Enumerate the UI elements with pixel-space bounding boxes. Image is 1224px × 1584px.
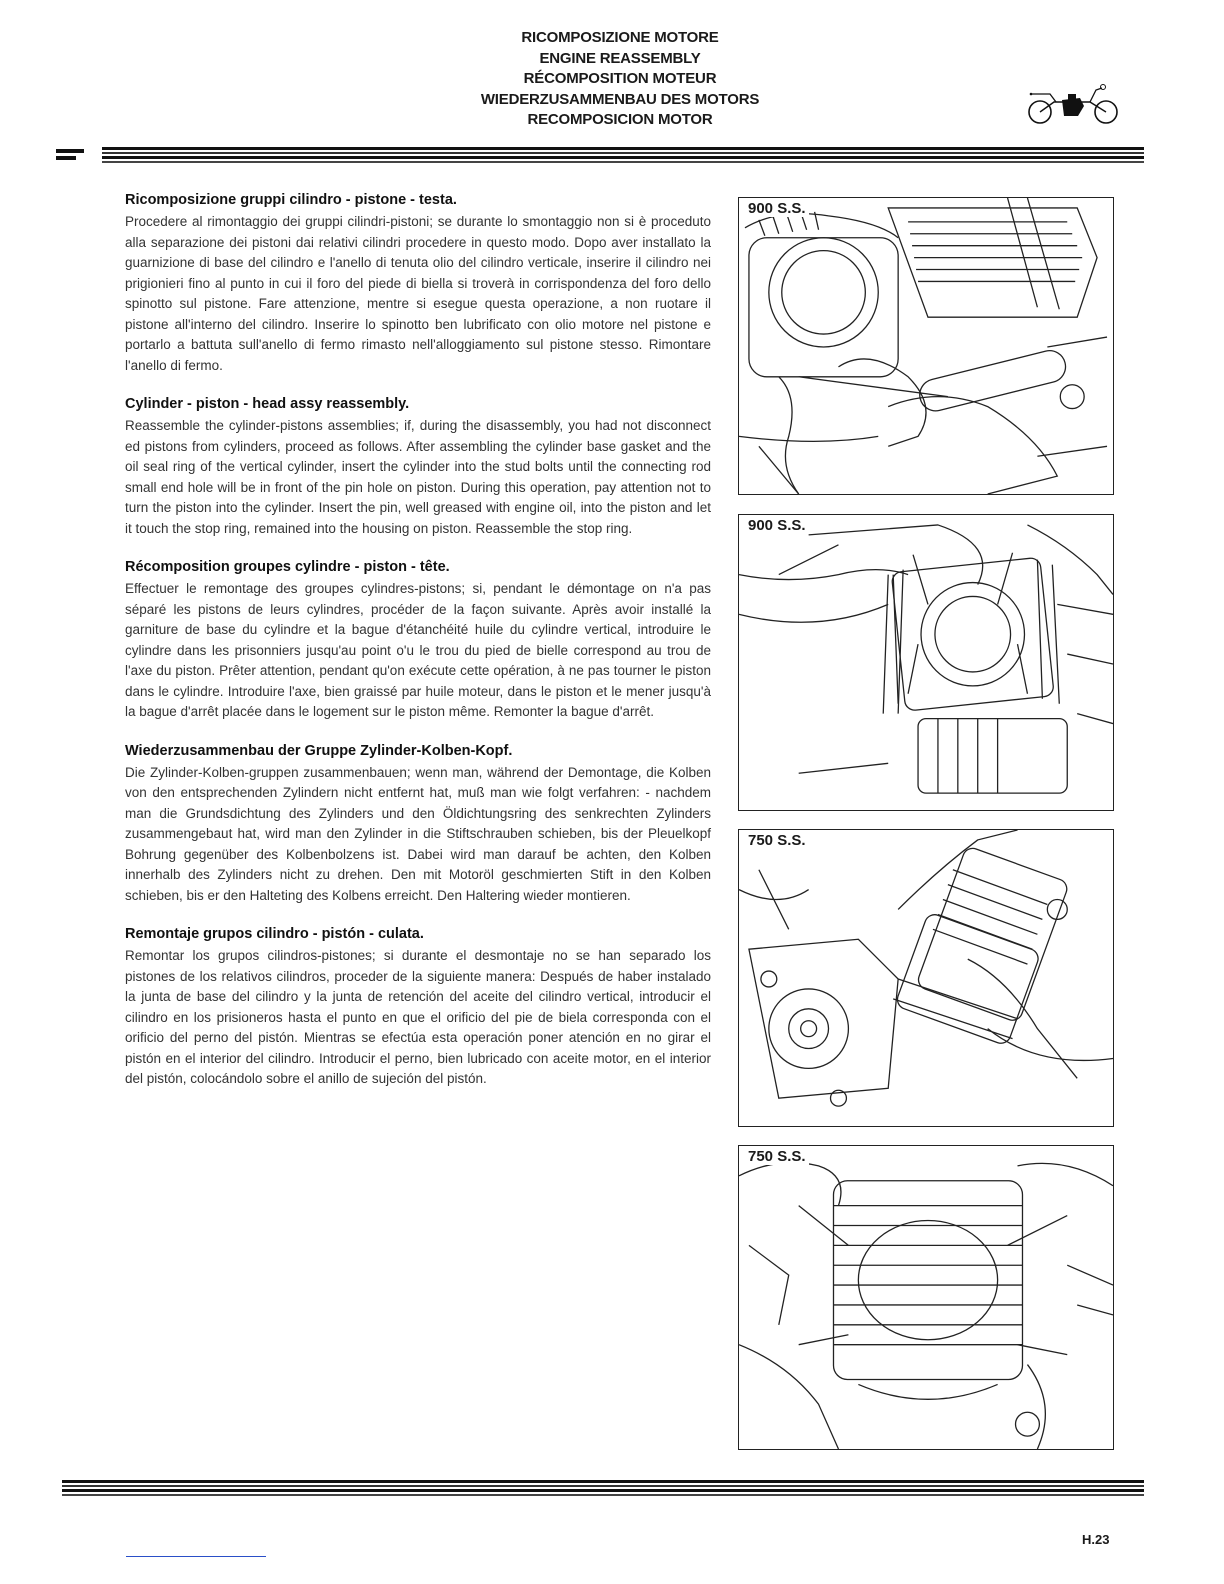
engine-illustration [739, 515, 1113, 810]
figure-label: 900 S.S. [745, 200, 809, 217]
title-french: RÉCOMPOSITION MOTEUR [523, 70, 717, 87]
figure-750ss-cylinder-install [738, 829, 1114, 1127]
instruction-text-column [125, 190, 711, 1108]
section-heading: Cylinder - piston - head assy reassembly. [125, 396, 410, 412]
section-body: Reassemble the cylinder-pistons assemblies; if, during the disassembly, you had not disconnect ed pistons from cylinders, proceed as follows. After assembling the cylinder base gasket and the oil seal ring of the vertical cylinder, insert the cylinder into the stud bolts until the connecting rod small end hole will be in front of the pin hole on piston. During this operation, pay attention not to turn the piston into the cylinder. Insert the pin, well greased with engine oil, into the piston and let it touch the stop ring, remained into the housing on piston. Reassemble the stop ring. [125, 418, 711, 536]
title-spanish: RECOMPOSICION MOTOR [527, 111, 713, 128]
page-number: H.23 [1082, 1532, 1110, 1547]
title-english: ENGINE REASSEMBLY [539, 49, 701, 67]
section-heading: Remontaje grupos cilindro - pistón - culata. [125, 926, 424, 942]
section-body: Die Zylinder-Kolben-gruppen zusammenbauen; wenn man, während der Demontage, die Kolben von den entsprechenden Zylindern nicht entfernt hat, muß man wie folgt verfahren: - nachdem man die Grundsdichtung des Zylinders und den Öldichtungsring des senkrechten Zylinders zusammengebaut hat, wird man den Zylinder in die Stiftschrauben schieben, bis der Pleuelkopf Bohrung gegenüber des Kolbenbolzens ist. Dabei wird man darauf be achten, den Kolben innerhalb des Zylinders nicht zu drehen. Den mit Motoröl geschmierten Stift in den Kolben schieben, bis er den Halteting des Kolbens erreicht. Den Haltering wieder montieren. [125, 764, 711, 903]
figure-label: 750 S.S. [745, 832, 809, 849]
engine-illustration [739, 830, 1113, 1126]
section-french [125, 557, 711, 723]
section-body: Effectuer le remontage des groupes cylindres-pistons; si, pendant le démontage on n'a pas séparé les pistons de leurs cylindres, procéder de la façon suivante. Après avoir installé la garniture de base du cylindre et la bague d'étanchéité huile du cylindre vertical, introduire le cylindre dans les prisonniers jusqu'au point o'u le trou du pied de bielle correspond au trou de l'axe du piston. Prêter attention, pendant qu'on exécute cette opération, à ne pas tourner le piston dans le cylindre. Introduire l'axe, bien graissé par huile moteur, dans le piston et le mener jusqu'à la bague d'arrêt placée dans le logement sur le piston même. Remonter la bague d'arrêt. [125, 581, 711, 719]
title-italian: RICOMPOSIZIONE MOTORE [521, 29, 719, 46]
section-german [125, 741, 711, 907]
section-heading: Ricomposizione gruppi cilindro - pistone - testa. [125, 192, 457, 208]
section-spanish [125, 924, 711, 1090]
figure-900ss-cylinder-head [738, 514, 1114, 811]
section-body: Remontar los grupos cilindros-pistones; si durante el desmontaje no se han separado los pistones de los relativos cilindros, proceder de la siguiente manera: Después de haber instalado la junta de base del cilindro y la junta de retención del aceite del cilindro vertical, introducir el cilindro en los prisioneros hasta el punto en que el orificio del pie de biela corresponda con el orificio del perno del pistón. Mientras se efectúa esta operación poner atención en no girar el pistón en el interior del cilindro. Introducir el perno, bien lubricado con aceite motor, en el interior del pistón, colocándolo sobre el anillo de sujeción del pistón. [125, 948, 711, 1086]
title-german: WIEDERZUSAMMENBAU DES MOTORS [480, 90, 760, 108]
section-heading: Récomposition groupes cylindre - piston - tête. [125, 559, 450, 575]
page-header-titles [380, 28, 860, 131]
figure-label: 900 S.S. [745, 517, 809, 534]
section-italian [125, 190, 711, 376]
engine-illustration [739, 198, 1113, 494]
motorcycle-engine-icon [1022, 80, 1122, 130]
section-heading: Wiederzusammenbau der Gruppe Zylinder-Kolben-Kopf. [125, 742, 513, 759]
section-body: Procedere al rimontaggio dei gruppi cilindri-pistoni; se durante lo smontaggio non si è proceduto alla separazione dei pistoni dai relativi cilindri procedere in questo modo. Dopo aver installato la guarnizione di base del cilindro e l'anello di tenuta olio del cilindro verticale, inserire il cilindro nei prigionieri fino al punto in cui il foro del piede di biella si troverà in corrispondenza del foro dello spinotto sul pistone. Fare attenzione, mentre si esegue questa operazione, a non ruotare il pistone all'interno del cilindro. Inserire lo spinotto ben lubrificato con olio motore nel pistone e portarlo a battuta sull'anello di fermo rimasto nell'alloggiamento sul pistone stesso. Rimontare l'anello di fermo. [125, 214, 711, 373]
section-english [125, 394, 711, 539]
figure-750ss-cylinder-head [738, 1145, 1114, 1450]
header-rule [56, 144, 1144, 166]
footer-link-line [126, 1556, 266, 1557]
engine-illustration [739, 1146, 1113, 1449]
figure-label: 750 S.S. [745, 1148, 809, 1165]
figure-900ss-piston-pin [738, 197, 1114, 495]
footer-rule [62, 1478, 1144, 1498]
